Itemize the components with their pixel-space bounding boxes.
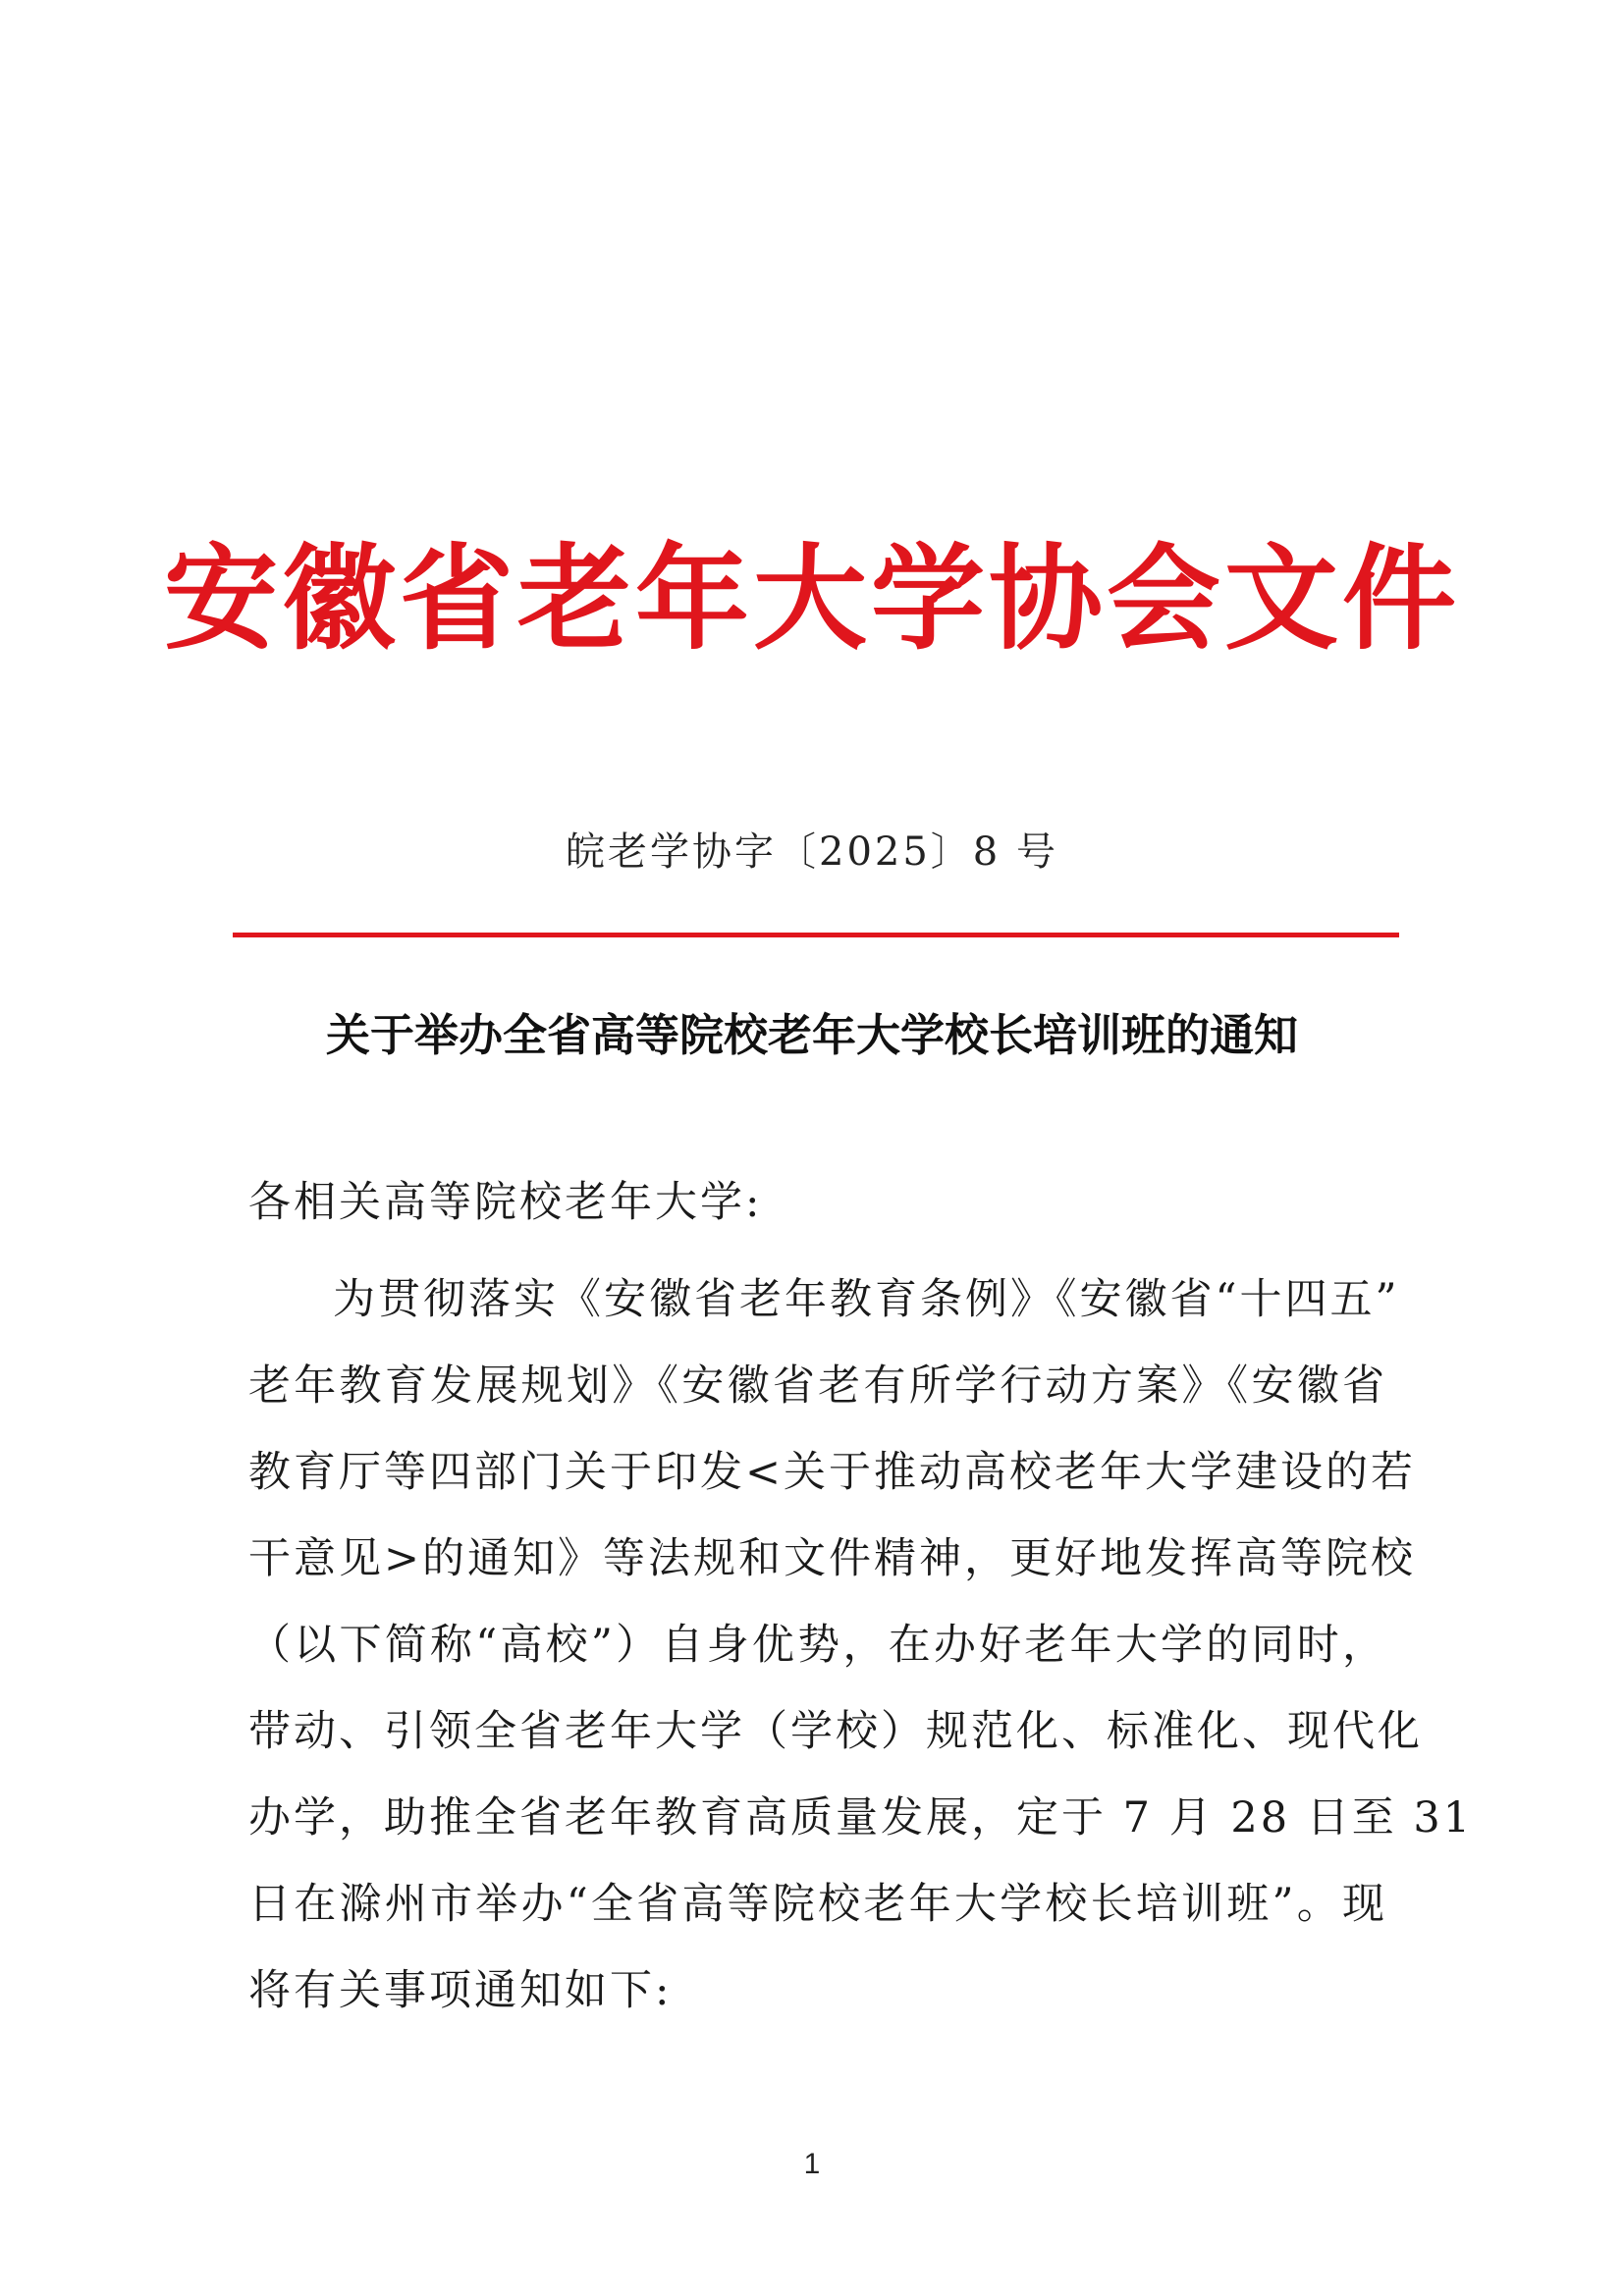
body-line: 教育厅等四部门关于印发<关于推动高校老年大学建设的若 [248, 1448, 1417, 1497]
body-line: （以下简称“高校”）自身优势，在办好老年大学的同时， [248, 1621, 1387, 1670]
body-line: 为贯彻落实《安徽省老年教育条例》《安徽省“十四五” [333, 1275, 1400, 1324]
body-line: 老年教育发展规划》《安徽省老有所学行动方案》《安徽省 [248, 1362, 1387, 1411]
body-paragraph [248, 1256, 1474, 2034]
body-line: 将有关事项通知如下: [248, 1966, 673, 2015]
notice-title: 关于举办全省高等院校老年大学校长培训班的通知 [325, 1009, 1298, 1061]
red-divider-rule [233, 933, 1399, 937]
body-line: 日在滁州市举办“全省高等院校老年大学校长培训班”。现 [248, 1880, 1387, 1929]
masthead-title: 安徽省老年大学协会文件 [164, 532, 1460, 666]
page-number: 1 [803, 2148, 821, 2180]
body-line: 办学，助推全省老年教育高质量发展，定于 7 月 28 日至 31 [248, 1793, 1474, 1842]
salutation: 各相关高等院校老年大学: [248, 1178, 763, 1227]
body-line: 带动、引领全省老年大学（学校）规范化、标准化、现代化 [248, 1707, 1423, 1756]
body-line: 干意见>的通知》等法规和文件精神，更好地发挥高等院校 [248, 1534, 1417, 1583]
document-number: 皖老学协字〔2025〕8 号 [566, 829, 1058, 875]
